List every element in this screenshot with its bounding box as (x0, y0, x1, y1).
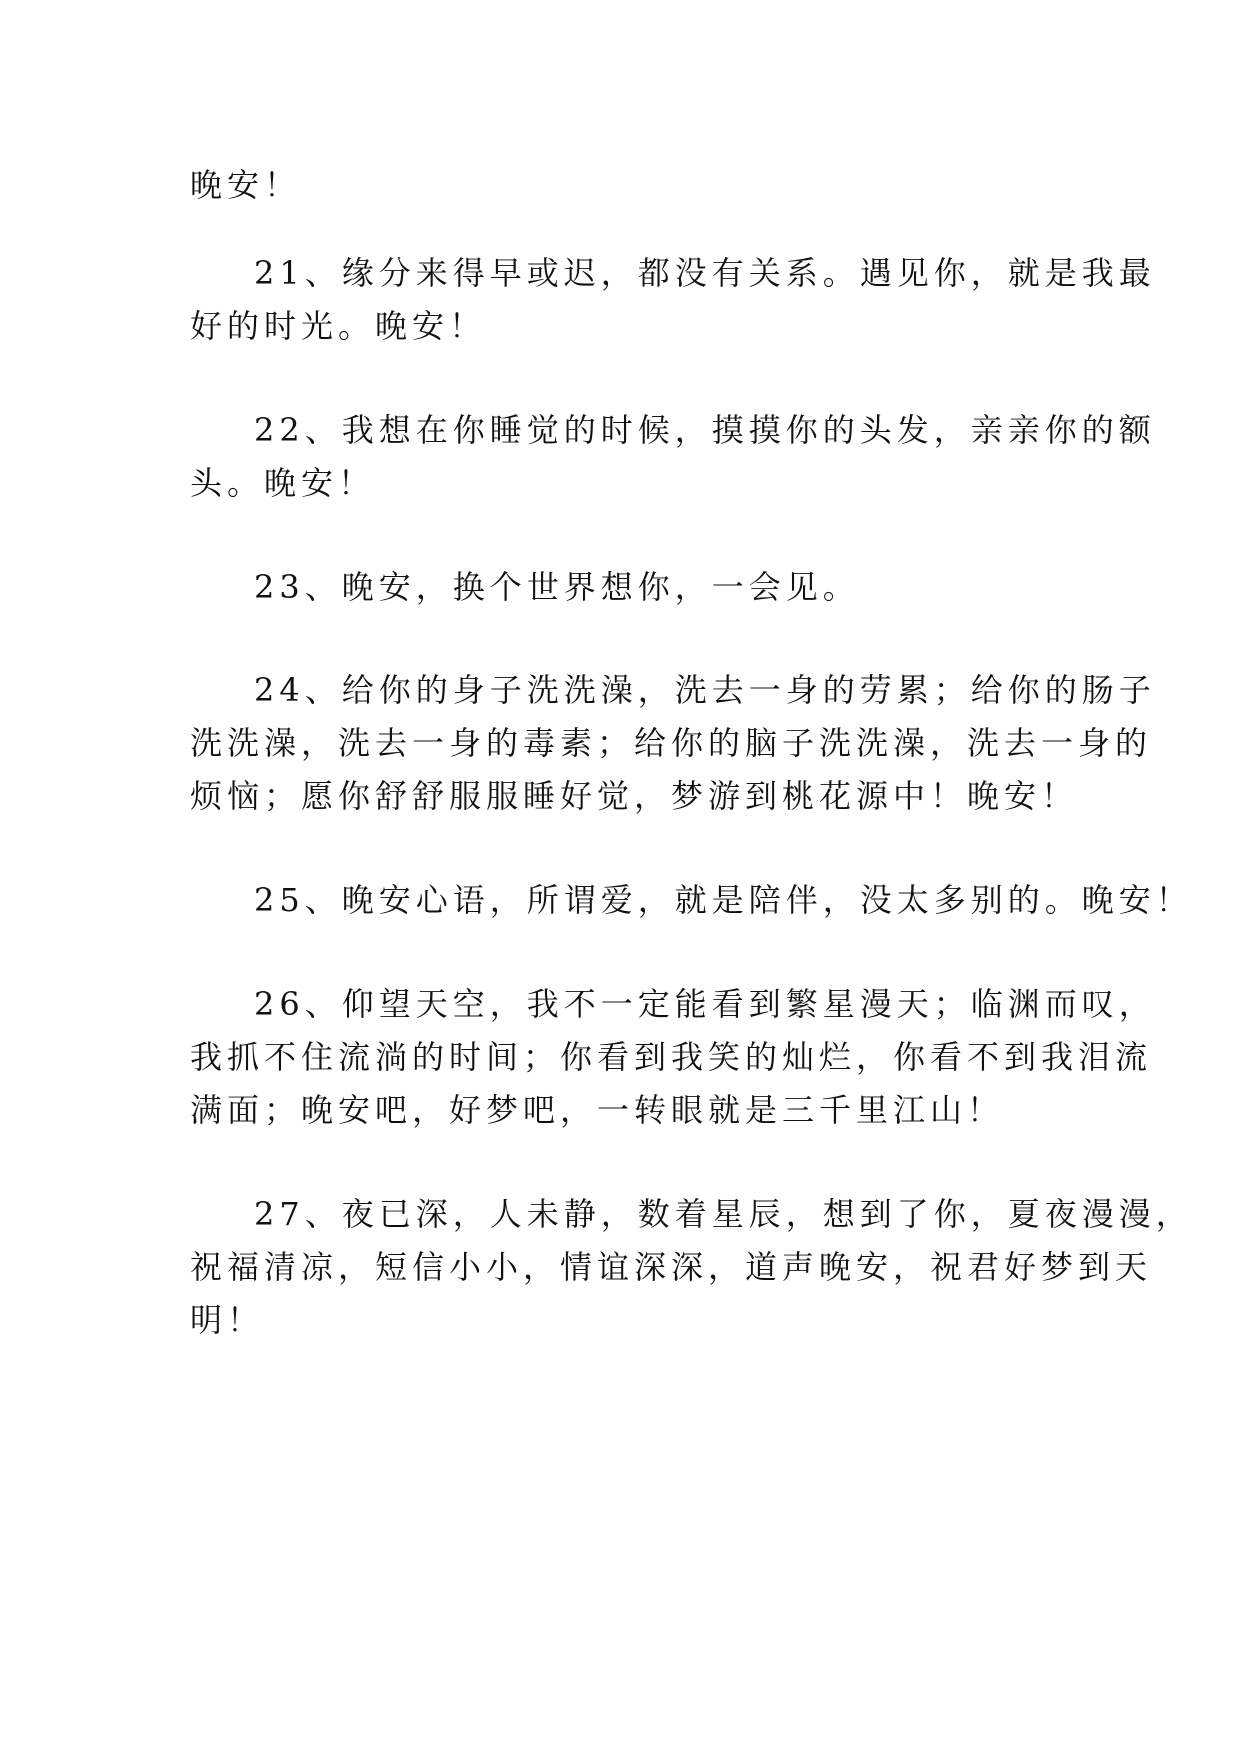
text-line: 我抓不住流淌的时间；你看到我笑的灿烂，你看不到我泪流 (190, 1038, 1153, 1076)
text-line: 洗洗澡，洗去一身的毒素；给你的脑子洗洗澡，洗去一身的 (190, 724, 1153, 762)
text-line: 祝福清凉，短信小小，情谊深深，道声晚安，祝君好梦到天 (190, 1248, 1153, 1286)
text-line: 24、给你的身子洗洗澡，洗去一身的劳累；给你的肠子 (254, 671, 1156, 709)
text-line: 22、我想在你睡觉的时候，摸摸你的头发，亲亲你的额 (254, 411, 1156, 449)
text-line: 好的时光。晚安！ (190, 307, 487, 345)
text-line: 26、仰望天空，我不一定能看到繁星漫天；临渊而叹， (254, 985, 1156, 1023)
text-line: 27、夜已深，人未静，数着星辰，想到了你，夏夜漫漫， (254, 1195, 1193, 1233)
text-line: 烦恼；愿你舒舒服服睡好觉，梦游到桃花源中！晚安！ (190, 777, 1079, 815)
text-line: 25、晚安心语，所谓爱，就是陪伴，没太多别的。晚安！ (254, 881, 1193, 919)
text-line: 23、晚安，换个世界想你，一会见。 (254, 568, 860, 606)
text-line: 21、缘分来得早或迟，都没有关系。遇见你，就是我最 (254, 254, 1156, 292)
text-line: 满面；晚安吧，好梦吧，一转眼就是三千里江山！ (190, 1091, 1005, 1129)
text-line: 晚安！ (190, 166, 302, 204)
text-line: 明！ (190, 1301, 265, 1339)
text-line: 头。晚安！ (190, 464, 376, 502)
